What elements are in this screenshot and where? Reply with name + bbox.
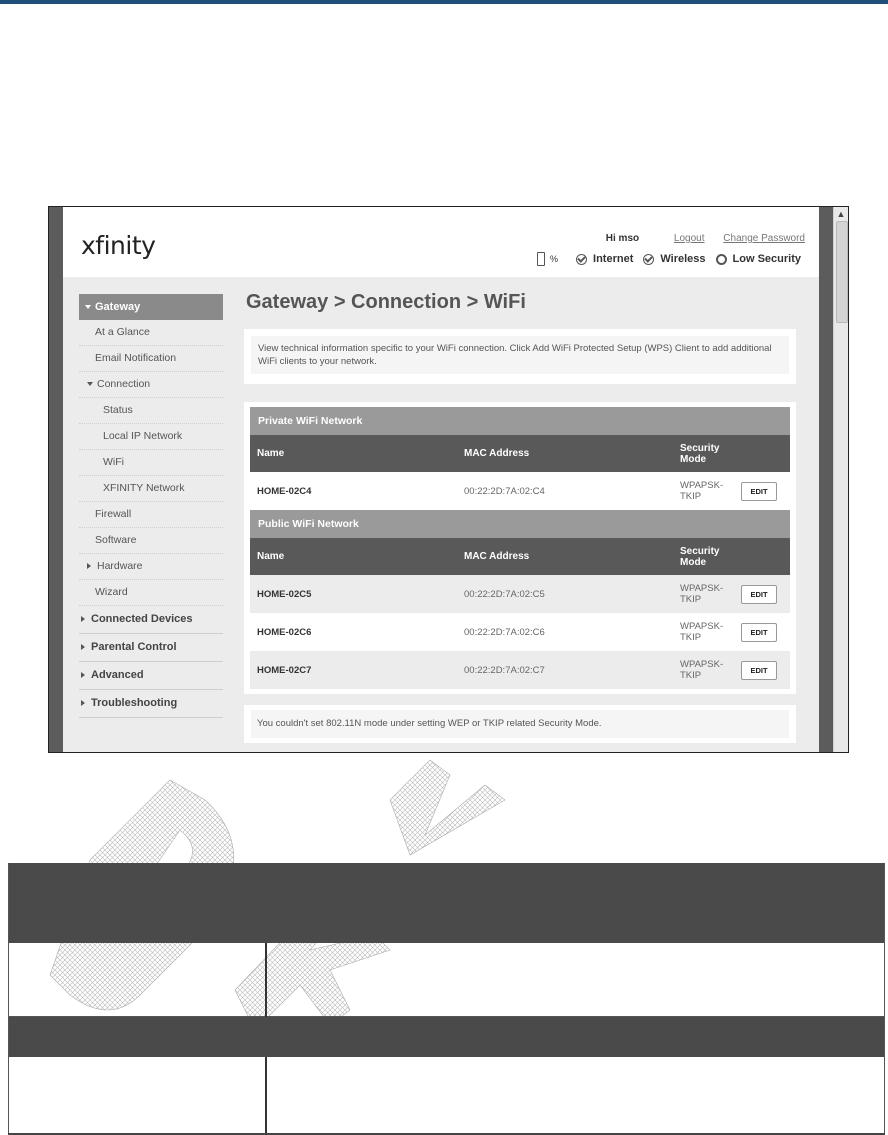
scroll-thumb[interactable]	[836, 221, 848, 323]
row-name: HOME-02C6	[257, 626, 312, 638]
doc-table-row-2	[8, 1057, 885, 1135]
sidebar-item-xfinity-network[interactable]: XFINITY Network	[79, 476, 223, 502]
sidebar-item-email-notification[interactable]: Email Notification	[79, 346, 223, 372]
chevron-right-icon	[81, 672, 85, 678]
note-text: You couldn't set 802.11N mode under setting WEP or TKIP related Security Mode.	[251, 710, 789, 738]
wifi-table	[244, 402, 796, 694]
edit-button[interactable]: EDIT	[741, 482, 777, 501]
doc-table-header-2	[8, 1017, 885, 1057]
description-box	[244, 329, 796, 384]
chevron-right-icon	[81, 616, 85, 622]
user-bar	[606, 233, 805, 244]
row-mac: 00:22:2D:7A:02:C6	[464, 626, 545, 638]
scroll-up-arrow-icon[interactable]: ▲	[836, 209, 846, 219]
chevron-right-icon	[81, 644, 85, 650]
top-rule	[0, 0, 888, 4]
table-row	[250, 651, 790, 689]
right-gutter	[819, 207, 833, 752]
col-mac: MAC Address	[464, 448, 530, 459]
sidebar-item-gateway[interactable]: Gateway	[79, 294, 223, 320]
sidebar-item-status[interactable]: Status	[79, 398, 223, 424]
sidebar-item-connected-devices[interactable]: Connected Devices	[79, 606, 223, 634]
sidebar	[79, 294, 223, 718]
public-network-heading: Public WiFi Network	[250, 510, 790, 538]
document-table	[8, 863, 885, 1133]
sidebar-item-wifi[interactable]: WiFi	[79, 450, 223, 476]
page-title: Gateway > Connection > WiFi	[246, 291, 526, 313]
main-content	[244, 291, 796, 743]
doc-table-border	[8, 863, 9, 1133]
row-security: WPAPSK-TKIP	[680, 659, 724, 681]
doc-table-header-1	[8, 863, 885, 943]
gateway-page	[63, 207, 819, 752]
status-security: Low Security	[732, 253, 801, 265]
chevron-down-icon	[85, 305, 91, 309]
logout-link[interactable]: Logout	[673, 233, 705, 244]
edit-button[interactable]: EDIT	[741, 623, 777, 642]
edit-button[interactable]: EDIT	[741, 661, 777, 680]
row-name: HOME-02C7	[257, 664, 312, 676]
sidebar-item-advanced[interactable]: Advanced	[79, 662, 223, 690]
greeting: Hi mso	[605, 233, 640, 244]
row-name: HOME-02C5	[257, 588, 312, 600]
xfinity-logo: xfinity	[81, 231, 156, 260]
sidebar-item-software[interactable]: Software	[79, 528, 223, 554]
row-mac: 00:22:2D:7A:02:C5	[464, 588, 545, 600]
table-row	[250, 613, 790, 651]
battery-percent: %	[550, 254, 559, 264]
check-circle-icon	[576, 254, 587, 265]
row-mac: 00:22:2D:7A:02:C7	[464, 664, 545, 676]
private-network-heading: Private WiFi Network	[250, 407, 790, 435]
row-security: WPAPSK-TKIP	[680, 621, 724, 643]
sidebar-item-wizard[interactable]: Wizard	[79, 580, 223, 606]
description-text: View technical information specific to your WiFi connection. Click Add WiFi Protected Setup (WPS) Client to add additional WiFi clients to your network.	[251, 336, 789, 374]
col-mac: MAC Address	[464, 551, 530, 562]
doc-table-divider	[265, 943, 267, 1017]
status-bar	[537, 252, 801, 266]
chevron-right-icon	[81, 700, 85, 706]
header	[63, 207, 819, 277]
row-name: HOME-02C4	[257, 485, 312, 497]
table-header	[250, 538, 790, 575]
check-circle-icon	[643, 254, 654, 265]
row-mac: 00:22:2D:7A:02:C4	[464, 485, 545, 497]
battery-icon	[537, 252, 545, 266]
edit-button[interactable]: EDIT	[741, 585, 777, 604]
table-row	[250, 472, 790, 510]
sidebar-item-connection[interactable]: Connection	[79, 372, 223, 398]
table-header	[250, 435, 790, 472]
status-wireless: Wireless	[660, 253, 706, 265]
col-security: Security Mode	[680, 545, 720, 568]
sidebar-item-firewall[interactable]: Firewall	[79, 502, 223, 528]
col-name: Name	[257, 448, 285, 459]
change-password-link[interactable]: Change Password	[723, 233, 805, 244]
status-internet: Internet	[593, 253, 634, 265]
row-security: WPAPSK-TKIP	[680, 480, 724, 502]
row-security: WPAPSK-TKIP	[680, 583, 724, 605]
sidebar-item-local-ip-network[interactable]: Local IP Network	[79, 424, 223, 450]
sidebar-item-hardware[interactable]: Hardware	[79, 554, 223, 580]
table-row	[250, 575, 790, 613]
warning-circle-icon	[716, 254, 727, 265]
scrollbar[interactable]	[833, 207, 849, 752]
doc-table-divider	[265, 1057, 267, 1133]
doc-table-row-1	[8, 943, 885, 1017]
sidebar-item-parental-control[interactable]: Parental Control	[79, 634, 223, 662]
sidebar-item-troubleshooting[interactable]: Troubleshooting	[79, 690, 223, 718]
screenshot-frame	[48, 206, 849, 753]
sidebar-item-at-a-glance[interactable]: At a Glance	[79, 320, 223, 346]
col-security: Security Mode	[680, 442, 720, 465]
chevron-right-icon	[87, 563, 91, 569]
doc-table-border	[884, 863, 885, 1133]
left-gutter	[49, 207, 63, 752]
chevron-down-icon	[87, 382, 93, 386]
note-box	[244, 705, 796, 743]
col-name: Name	[257, 551, 285, 562]
